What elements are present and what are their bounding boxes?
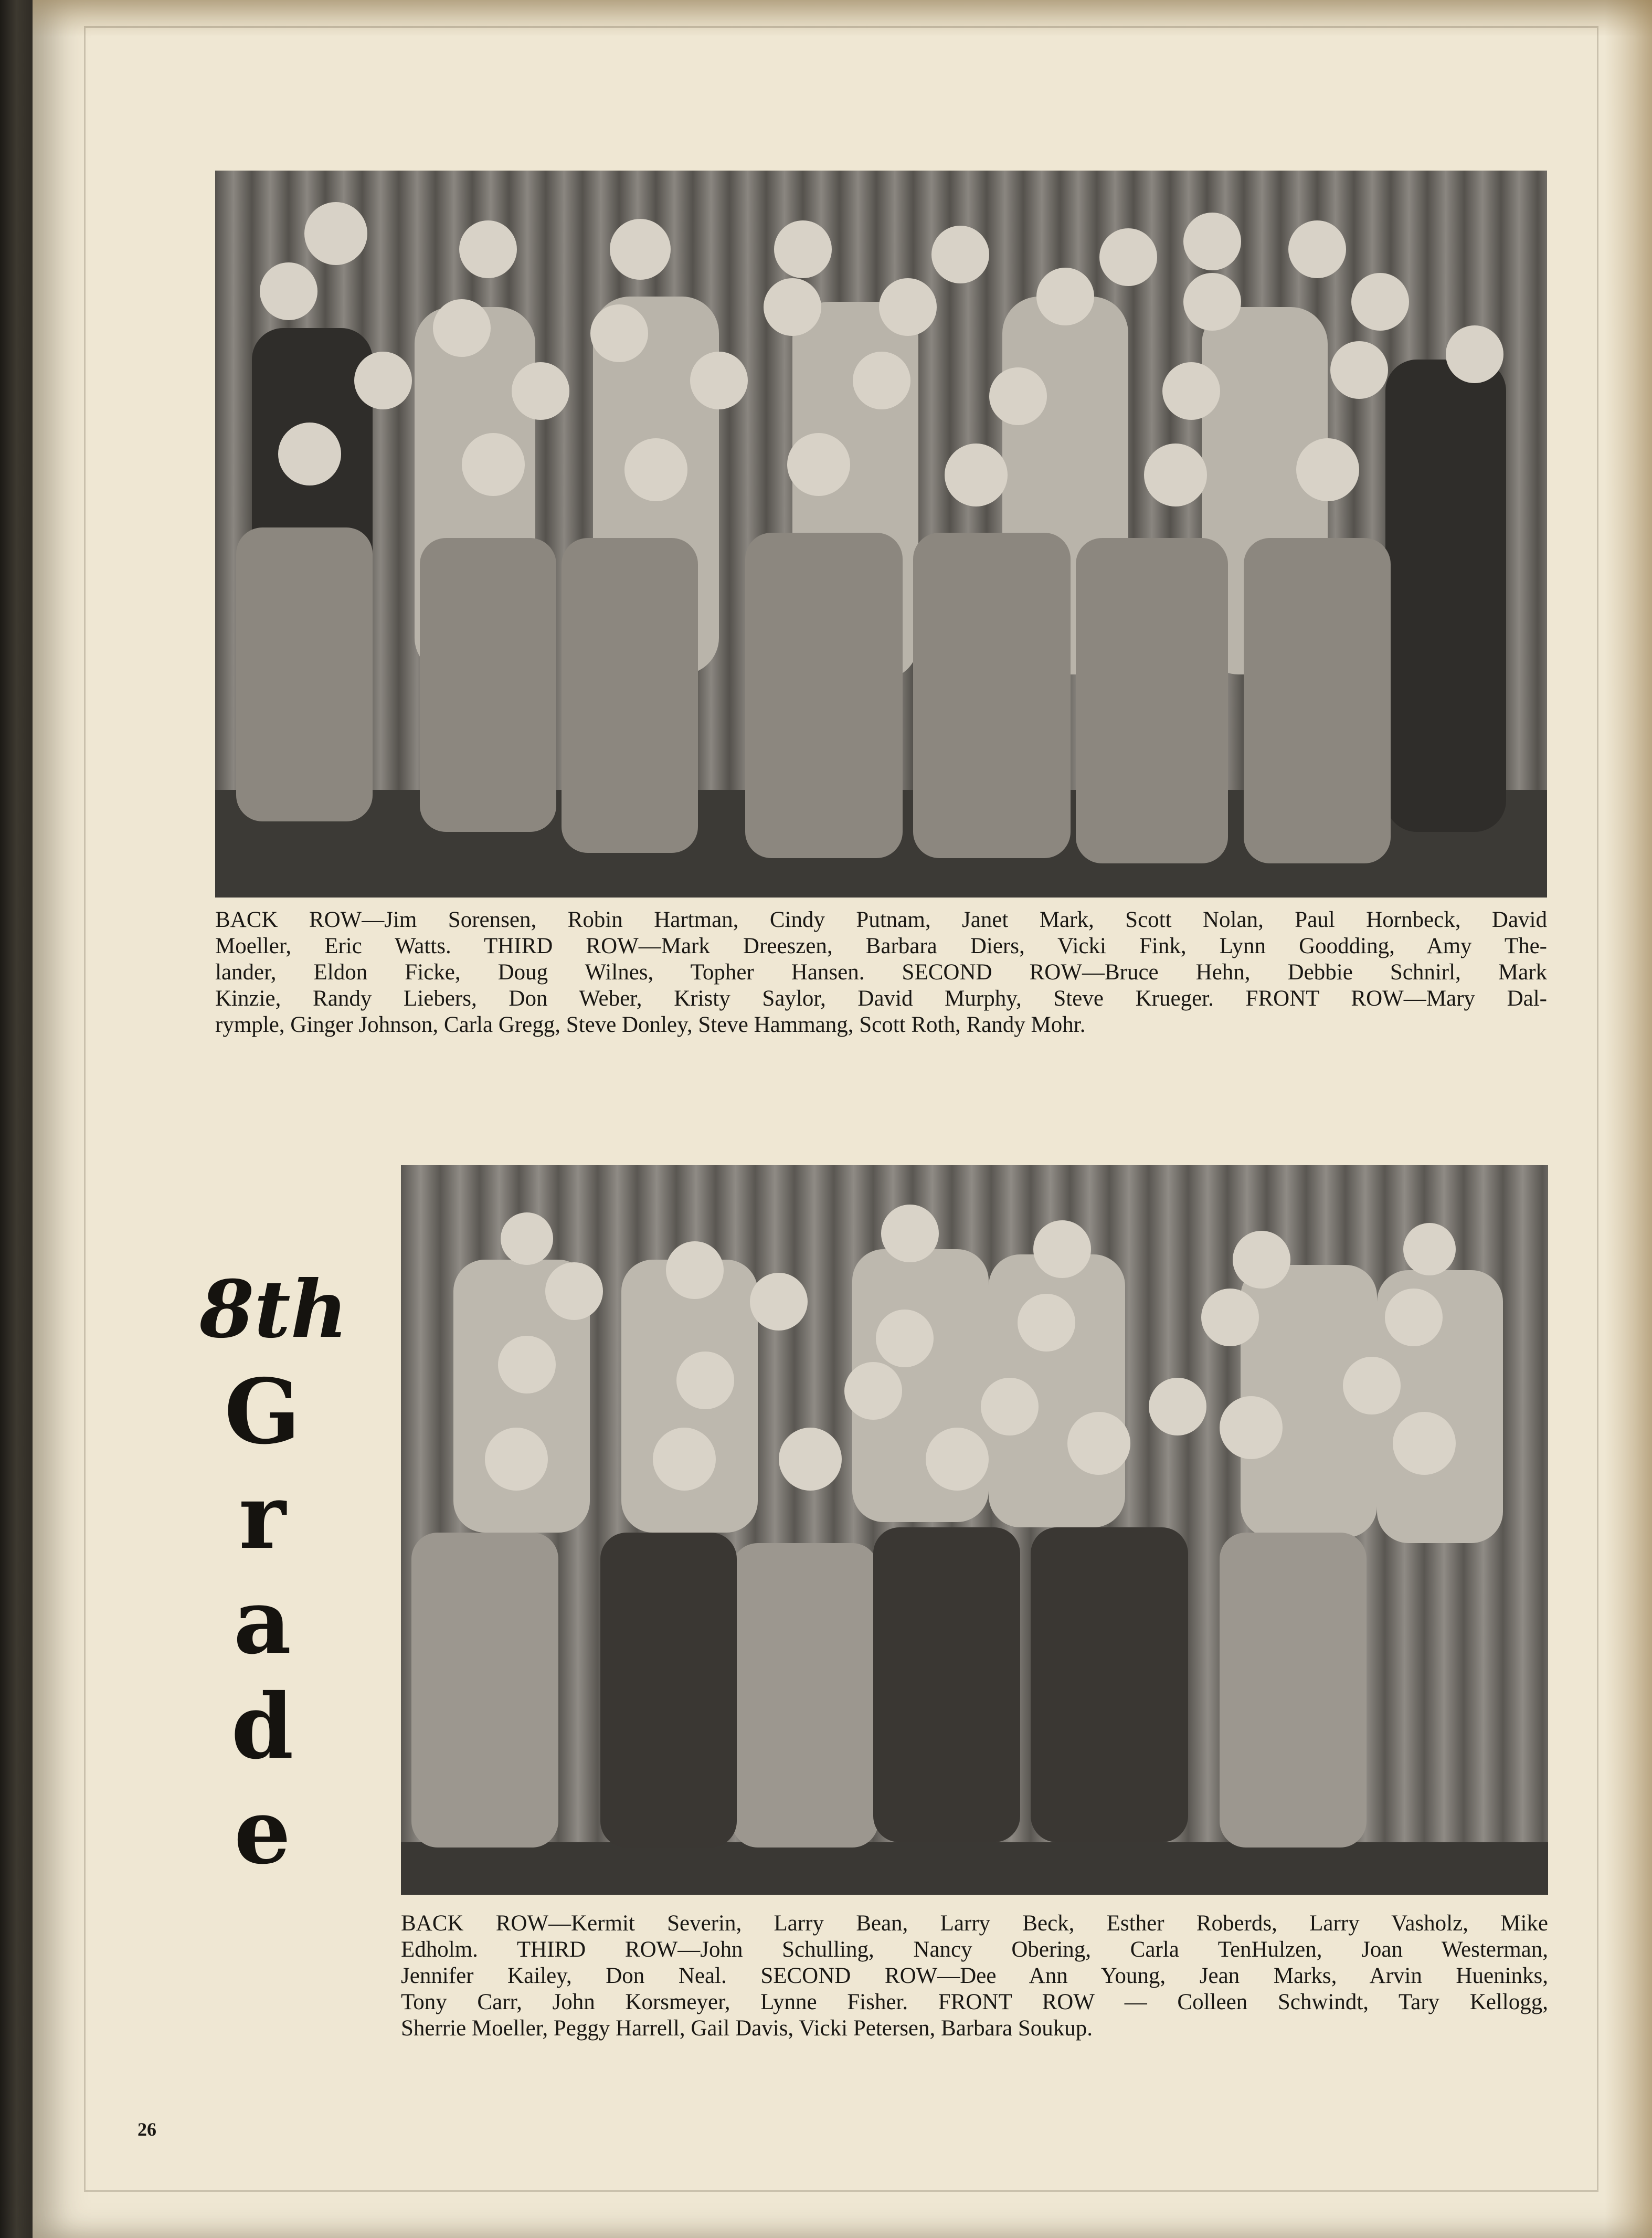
caption-line: Moeller, Eric Watts. THIRD ROW—Mark Dreeszen, Barbara Diers, Vicki Fink, Lynn Goodding, Amy The-: [215, 934, 1547, 958]
page-number: 26: [137, 2119, 156, 2140]
grade-letter: r: [239, 1464, 286, 1569]
class-photo-bottom: [401, 1165, 1548, 1895]
caption-line: Tony Carr, John Korsmeyer, Lynne Fisher. FRONT ROW — Colleen Schwindt, Tary Kellogg,: [401, 1990, 1548, 2014]
grade-number: 8th: [199, 1263, 348, 1356]
caption-line: BACK ROW—Jim Sorensen, Robin Hartman, Cindy Putnam, Janet Mark, Scott Nolan, Paul Hornbeck, David: [215, 907, 1547, 932]
class-photo-top-image: [215, 171, 1547, 898]
book-spine: [0, 0, 37, 2238]
caption-line: Kinzie, Randy Liebers, Don Weber, Kristy Saylor, David Murphy, Steve Krueger. FRONT ROW—Mary Dal-: [215, 986, 1547, 1011]
caption-line: Sherrie Moeller, Peggy Harrell, Gail Davis, Vicki Petersen, Barbara Soukup.: [401, 2016, 1093, 2041]
caption-line: lander, Eldon Ficke, Doug Wilnes, Topher Hansen. SECOND ROW—Bruce Hehn, Debbie Schnirl, Mark: [215, 960, 1547, 985]
grade-letter: d: [231, 1674, 294, 1779]
grade-letter: G: [224, 1359, 301, 1464]
section-title-8th-grade: [199, 1260, 348, 1884]
caption-line: Jennifer Kailey, Don Neal. SECOND ROW—Dee Ann Young, Jean Marks, Arvin Hueninks,: [401, 1963, 1548, 1988]
caption-line: BACK ROW—Kermit Severin, Larry Bean, Larry Beck, Esther Roberds, Larry Vasholz, Mike: [401, 1911, 1548, 1936]
caption-line: Edholm. THIRD ROW—John Schulling, Nancy Obering, Carla TenHulzen, Joan Westerman,: [401, 1937, 1548, 1962]
page-edge-shadow-right: [1605, 0, 1652, 2238]
grade-letter: a: [233, 1569, 292, 1674]
caption-bottom-photo: [401, 1910, 1548, 2042]
grade-letter: e: [234, 1779, 291, 1884]
caption-top-photo: [215, 907, 1547, 1038]
class-photo-bottom-image: [401, 1165, 1548, 1895]
class-photo-top: [215, 171, 1547, 898]
caption-line: rymple, Ginger Johnson, Carla Gregg, Steve Donley, Steve Hammang, Scott Roth, Randy Mohr.: [215, 1012, 1086, 1037]
